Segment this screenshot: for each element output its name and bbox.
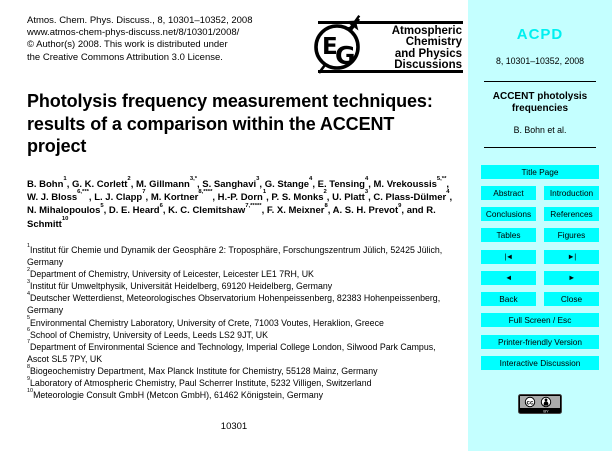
citation-line: the Creative Commons Attribution 3.0 License. (27, 51, 223, 63)
svg-text:E: E (322, 34, 338, 60)
citation-block (27, 15, 253, 64)
author: M. Gillmann (135, 179, 190, 190)
paper-title: Photolysis frequency measurement techniques: results of a comparison within the ACCENT project (27, 91, 433, 156)
affiliation: $^2$Department of Chemistry, University of Leicester, Leicester LE1 7RH, UK (27, 266, 314, 280)
author: and R. Schmitt (27, 205, 436, 230)
citation-line: www.atmos-chem-phys-discuss.net/8/10301/2008/ (27, 27, 240, 39)
author: P. S. Monks (271, 192, 324, 204)
journal-name-line: Chemistry (405, 36, 462, 49)
journal-name-line: and Physics (394, 47, 462, 60)
last-page-button[interactable]: ►| (544, 250, 599, 264)
next-page-button[interactable]: ► (544, 271, 599, 285)
sidebar-authors-short: B. Bohn et al. (513, 125, 567, 135)
full-screen-button[interactable]: Full Screen / Esc (481, 313, 599, 327)
abstract-button[interactable]: Abstract (481, 186, 536, 200)
author: W. J. Bloss (27, 192, 78, 204)
cc-icon: cc (526, 399, 534, 407)
author-list: B. Bohn$^1$, G. K. Corlett$^2$, M. Gillmann$^{3,*}$, S. Sanghavi$^3$, G. Stange$^4$, E. Tensing$^4$, M. Vrekoussis$^{5,**}$, W. J. Bloss$^{6,***}$, L. J. Clapp$^7$, M. Kortner$^{8,****}$, H.-P. Dorn$^1$, P. S. Monks$^2$, U. Platt$^3$, C. Plass-Dülmer$^4$, N. Mihalopoulos$^5$, D. E. Heard$^6$, K. C. Clemitshaw$^{7,*****}$, F. X. Meixner$^8$, A. S. H. Prevot$^9$, and R. Schmitt$^{10}$ (27, 176, 453, 230)
button-row (481, 165, 599, 179)
first-page-button[interactable]: |◄ (481, 250, 536, 264)
sidebar-divider (484, 147, 596, 148)
affiliation: $^5$Environmental Chemistry Laboratory, University of Crete, 71003 Voutes, Heraklion, Greece (27, 315, 384, 328)
sidebar-volume-citation: 8, 10301–10352, 2008 (495, 56, 585, 66)
creative-commons-badge[interactable] (518, 394, 562, 419)
author: N. Mihalopoulos (27, 205, 101, 217)
author: S. Sanghavi (202, 179, 257, 190)
affiliation: $^8$Biogeochemistry Department, Max Planck Institute for Chemistry, 55128 Mainz, Germany (27, 363, 378, 376)
button-group (481, 250, 599, 327)
author: A. S. H. Prevot (332, 205, 399, 217)
citation-line: Atmos. Chem. Phys. Discuss., 8, 10301–10352, 2008 (27, 15, 253, 26)
author: C. Plass-Dülmer (373, 192, 447, 204)
printer-friendly-version-button[interactable]: Printer-friendly Version (481, 335, 599, 349)
button-row (481, 356, 599, 370)
author: M. Kortner (150, 192, 199, 204)
button-row (481, 250, 599, 264)
sidebar-divider (484, 81, 596, 82)
interactive-discussion-button[interactable]: Interactive Discussion (481, 356, 599, 370)
introduction-button[interactable]: Introduction (544, 186, 599, 200)
author: L. J. Clapp (94, 192, 143, 204)
navigation-sidebar (468, 0, 612, 451)
button-row (481, 228, 599, 242)
back-button[interactable]: Back (481, 292, 536, 306)
affiliation: $^4$Deutscher Wetterdienst, Meteorologisches Observatorium Hohenpeissenberg, 82383 Hohenpeissenberg, Germany (27, 291, 441, 316)
tables-button[interactable]: Tables (481, 228, 536, 242)
citation-line: © Author(s) 2008. This work is distributed under (27, 39, 228, 51)
author: E. Tensing (317, 179, 365, 190)
author: U. Platt (332, 192, 365, 204)
paper-short-title: ACCENT photolysis frequencies (492, 91, 588, 114)
journal-name-line: Atmospheric (391, 25, 462, 37)
button-row (481, 292, 599, 306)
previous-page-button[interactable]: ◄ (481, 271, 536, 285)
button-row (481, 186, 599, 200)
conclusions-button[interactable]: Conclusions (481, 207, 536, 221)
license-caption: BY (543, 408, 549, 414)
journal-name (392, 26, 462, 72)
title-page-button[interactable]: Title Page (481, 165, 599, 179)
affiliation-list (27, 244, 453, 401)
figures-button[interactable]: Figures (544, 228, 599, 242)
affiliation: $^1$Institut für Chemie und Dynamik der Geosphäre 2: Troposphäre, Forschungszentrum Jülich, 52425 Jülich, Germany (27, 242, 443, 268)
close-button[interactable]: Close (544, 292, 599, 306)
affiliation: $^3$Institut für Umweltphysik, Universität Heidelberg, 69120 Heidelberg, Germany (27, 278, 333, 292)
button-row (481, 313, 599, 327)
author: G. K. Corlett (71, 179, 128, 190)
svg-text:G: G (335, 41, 356, 70)
journal-name-line: Discussions (394, 59, 462, 72)
author: G. Stange (264, 179, 310, 190)
author: B. Bohn (27, 179, 64, 190)
button-row (481, 271, 599, 285)
button-row (481, 335, 599, 349)
author: D. E. Heard (108, 205, 160, 217)
button-group (481, 165, 599, 242)
affiliation: $^{10}$Meteorologie Consult GmbH (Metcon GmbH), 61462 Königstein, Germany (27, 387, 323, 401)
affiliation: $^9$Laboratory of Atmospheric Chemistry, Paul Scherrer Institute, 5232 Villigen, Switzerland (27, 375, 372, 389)
button-row (481, 207, 599, 221)
page-number: 10301 (220, 421, 248, 432)
button-group (481, 335, 599, 370)
egu-globe-logo-icon (310, 13, 368, 84)
author: K. C. Clemitshaw (168, 205, 246, 217)
journal-abbr: ACPD (516, 26, 564, 43)
author: M. Vrekoussis (373, 179, 437, 190)
affiliation: $^7$Department of Environmental Science and Technology, Imperial College London, Silwood Park Campus, Ascot SL5 7PY, UK (27, 339, 436, 364)
references-button[interactable]: References (544, 207, 599, 221)
journal-banner (318, 21, 463, 73)
author: F. X. Meixner (266, 205, 325, 217)
affiliation: $^6$School of Chemistry, University of Leeds, Leeds LS2 9JT, UK (27, 327, 268, 340)
sidebar-nav (481, 165, 599, 378)
person-icon (545, 399, 548, 402)
author: H.-P. Dorn (217, 192, 263, 204)
